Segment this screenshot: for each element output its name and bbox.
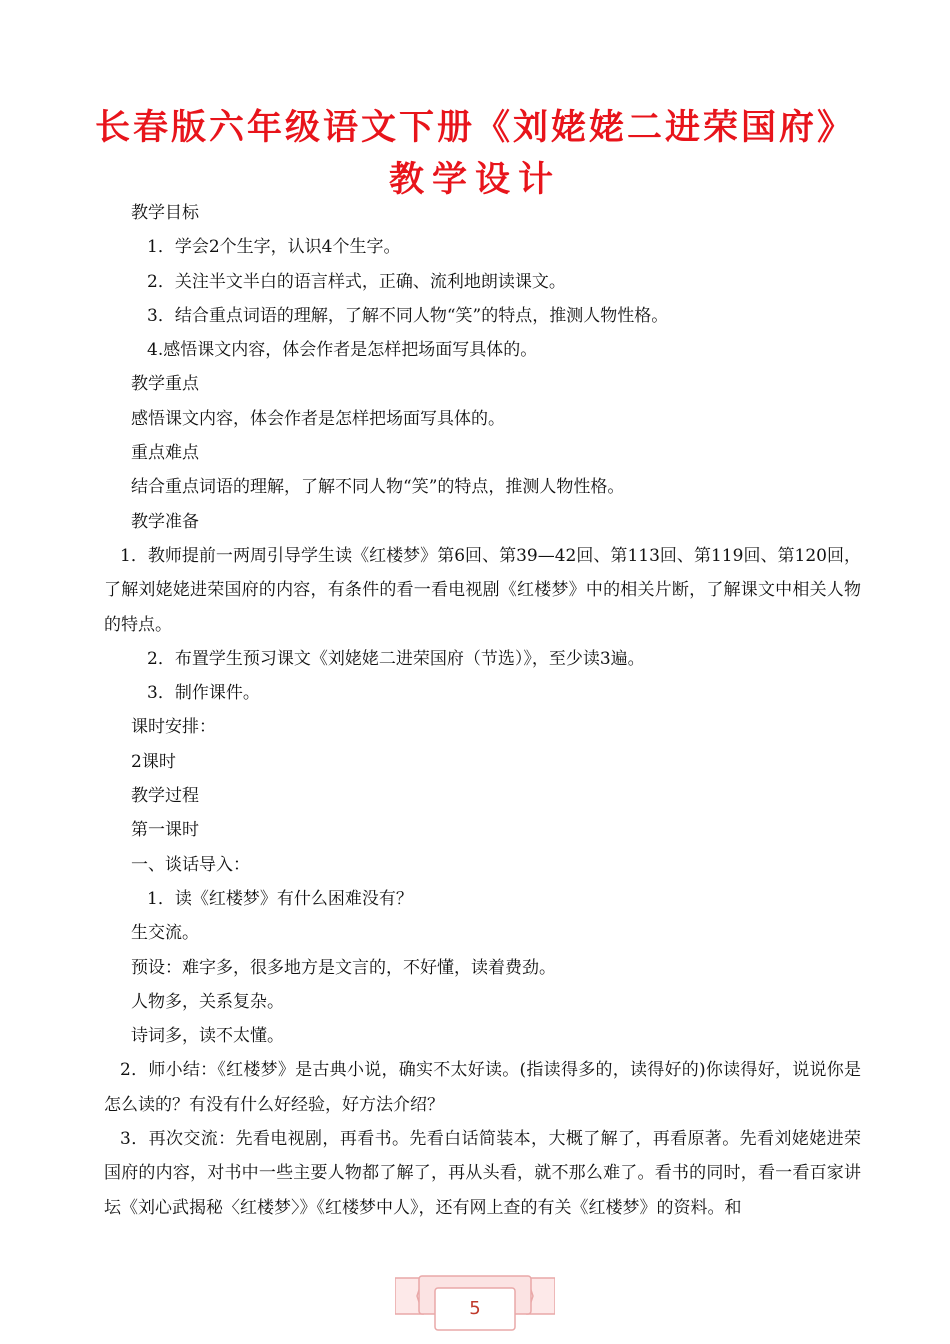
heading-process: 教学过程 <box>131 786 199 807</box>
goal-item-1: 1．学会2个生字，认识4个生字。 <box>147 237 401 258</box>
heading-schedule: 课时安排： <box>131 717 216 738</box>
preset-answer-2: 人物多，关系复杂。 <box>131 991 284 1012</box>
heading-goals: 教学目标 <box>131 203 199 223</box>
preparation-item-2: 2．布置学生预习课文《刘姥姥二进荣国府（节选）》，至少读3遍。 <box>147 648 645 669</box>
preset-answer-3: 诗词多，读不太懂。 <box>131 1026 284 1047</box>
student-exchange: 生交流。 <box>131 923 199 944</box>
second-exchange: 3．再次交流：先看电视剧，再看书。先看白话简装本，大概了解了，再看原著。先看刘姥姥进荣国府的内容，对书中一些主要人物都了解了，再从头看，就不那么难了。看书的同时，看一看百家讲坛《刘心武揭秘〈红楼梦〉》《红楼梦中人》，还有网上查的有关《红楼梦》的资料。和 <box>104 1129 861 1218</box>
teacher-summary: 2．师小结：《红楼梦》是古典小说，确实不太好读。(指读得多的，读得好的)你读得好，说说你是怎么读的？有没有什么好经验，好方法介绍？ <box>104 1060 861 1115</box>
heading-introduction: 一、谈话导入： <box>131 854 250 875</box>
document-title-line2: 教学设计 <box>388 160 561 200</box>
goal-item-3: 3．结合重点词语的理解，了解不同人物“笑”的特点，推测人物性格。 <box>147 305 669 326</box>
preset-answer-1: 预设：难字多，很多地方是文言的，不好懂，读着费劲。 <box>131 957 556 978</box>
goal-item-4: 4.感悟课文内容，体会作者是怎样把场面写具体的。 <box>147 340 538 361</box>
heading-preparation: 教学准备 <box>131 511 199 532</box>
heading-first-lesson: 第一课时 <box>131 820 199 841</box>
schedule-text: 2课时 <box>131 751 176 772</box>
document-body <box>104 196 861 1225</box>
preparation-item-3: 3．制作课件。 <box>147 683 260 704</box>
goal-item-2: 2．关注半文半白的语言样式，正确、流利地朗读课文。 <box>147 271 566 292</box>
page-number: 5 <box>469 1298 481 1319</box>
intro-question: 1．读《红楼梦》有什么困难没有？ <box>147 888 413 909</box>
heading-difficulties: 重点难点 <box>131 443 199 464</box>
document-title-line1: 长春版六年级语文下册《刘姥姥二进荣国府》 <box>94 108 855 148</box>
difficulties-text: 结合重点词语的理解，了解不同人物“笑”的特点，推测人物性格。 <box>131 477 625 498</box>
page-number-badge <box>395 1274 555 1334</box>
heading-key-points: 教学重点 <box>131 374 199 395</box>
preparation-item-1: 1．教师提前一两周引导学生读《红楼梦》第6回、第39—42回、第113回、第119回、第120回，了解刘姥姥进荣国府的内容，有条件的看一看电视剧《红楼梦》中的相关片断，了解课文中相关人物的特点。 <box>104 545 861 635</box>
key-points-text: 感悟课文内容，体会作者是怎样把场面写具体的。 <box>131 408 505 429</box>
